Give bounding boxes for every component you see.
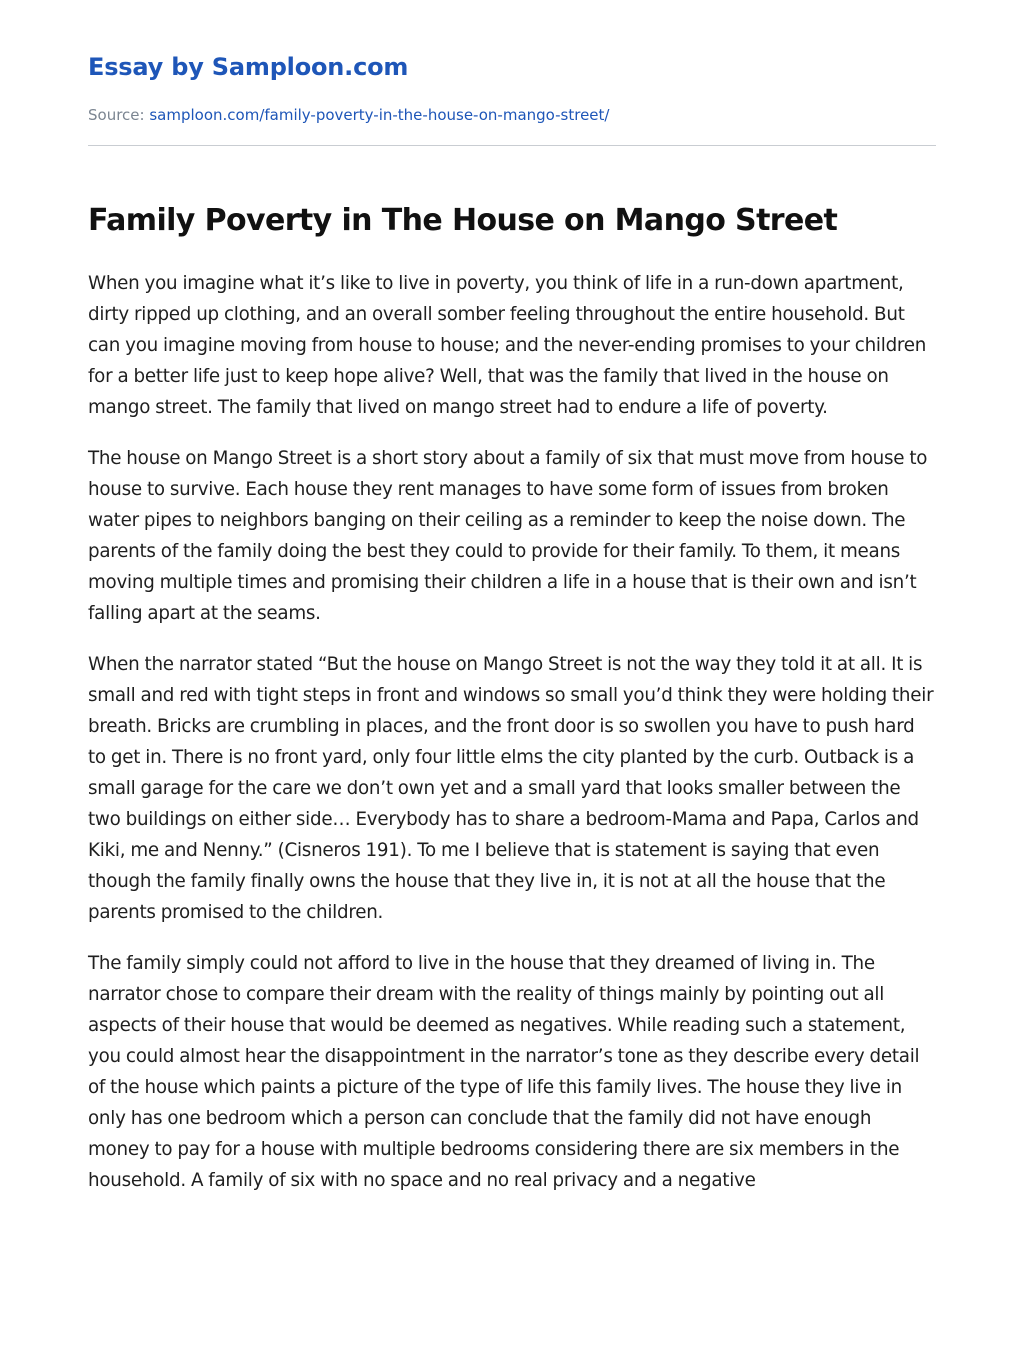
source-label: Source:: [88, 106, 145, 124]
essay-paragraph: The house on Mango Street is a short story about a family of six that must move from house to house to survive. Each house they rent manages to have some form of issues from broken water pipes to neighbors banging on their ceiling as a reminder to keep the noise down. The parents of the family doing the best they could to provide for their family. To them, it means moving multiple times and promising their children a life in a house that is their own and isn’t falling apart at the seams.: [88, 448, 928, 624]
essay-paragraph: The family simply could not afford to live in the house that they dreamed of living in. The narrator chose to compare their dream with the reality of things mainly by pointing out all aspects of their house that would be deemed as negatives. While reading such a statement, you could almost hear the disappointment in the narrator’s tone as they describe every detail of the house which paints a picture of the type of life this family lives. The house they live in only has one bedroom which a person can conclude that the family did not have enough money to pay for a house with multiple bedrooms considering there are six members in the household. A family of six with no space and no real privacy and a negative: [88, 953, 920, 1191]
site-brand: Essay by Samploon.com: [88, 53, 409, 81]
source-link[interactable]: samploon.com/family-poverty-in-the-house-on-mango-street/: [149, 106, 610, 124]
essay-paragraph: When you imagine what it’s like to live in poverty, you think of life in a run-down apartment, dirty ripped up clothing, and an overall somber feeling throughout the entire household. But can you imagine moving from house to house; and the never-ending promises to your children for a better life just to keep hope alive? Well, that was the family that lived in the house on mango street. The family that lived on mango street had to endure a life of poverty.: [88, 273, 927, 418]
essay-paragraph: When the narrator stated “But the house on Mango Street is not the way they told it at all. It is small and red with tight steps in front and windows so small you’d think they were holding their breath. Bricks are crumbling in places, and the front door is so swollen you have to push hard to get in. There is no front yard, only four little elms the city planted by the curb. Outback is a small garage for the care we don’t own yet and a small yard that looks smaller between the two buildings on either side… Everybody has to share a bedroom-Mama and Papa, Carlos and Kiki, me and Nenny.” (Cisneros 191). To me I believe that is statement is saying that even though the family finally owns the house that they live in, it is not at all the house that the parents promised to the children.: [88, 654, 934, 923]
essay-title: Family Poverty in The House on Mango Street: [88, 203, 838, 238]
header-divider: [88, 145, 936, 146]
essay-body: [88, 268, 936, 1216]
source-line: [88, 106, 609, 124]
